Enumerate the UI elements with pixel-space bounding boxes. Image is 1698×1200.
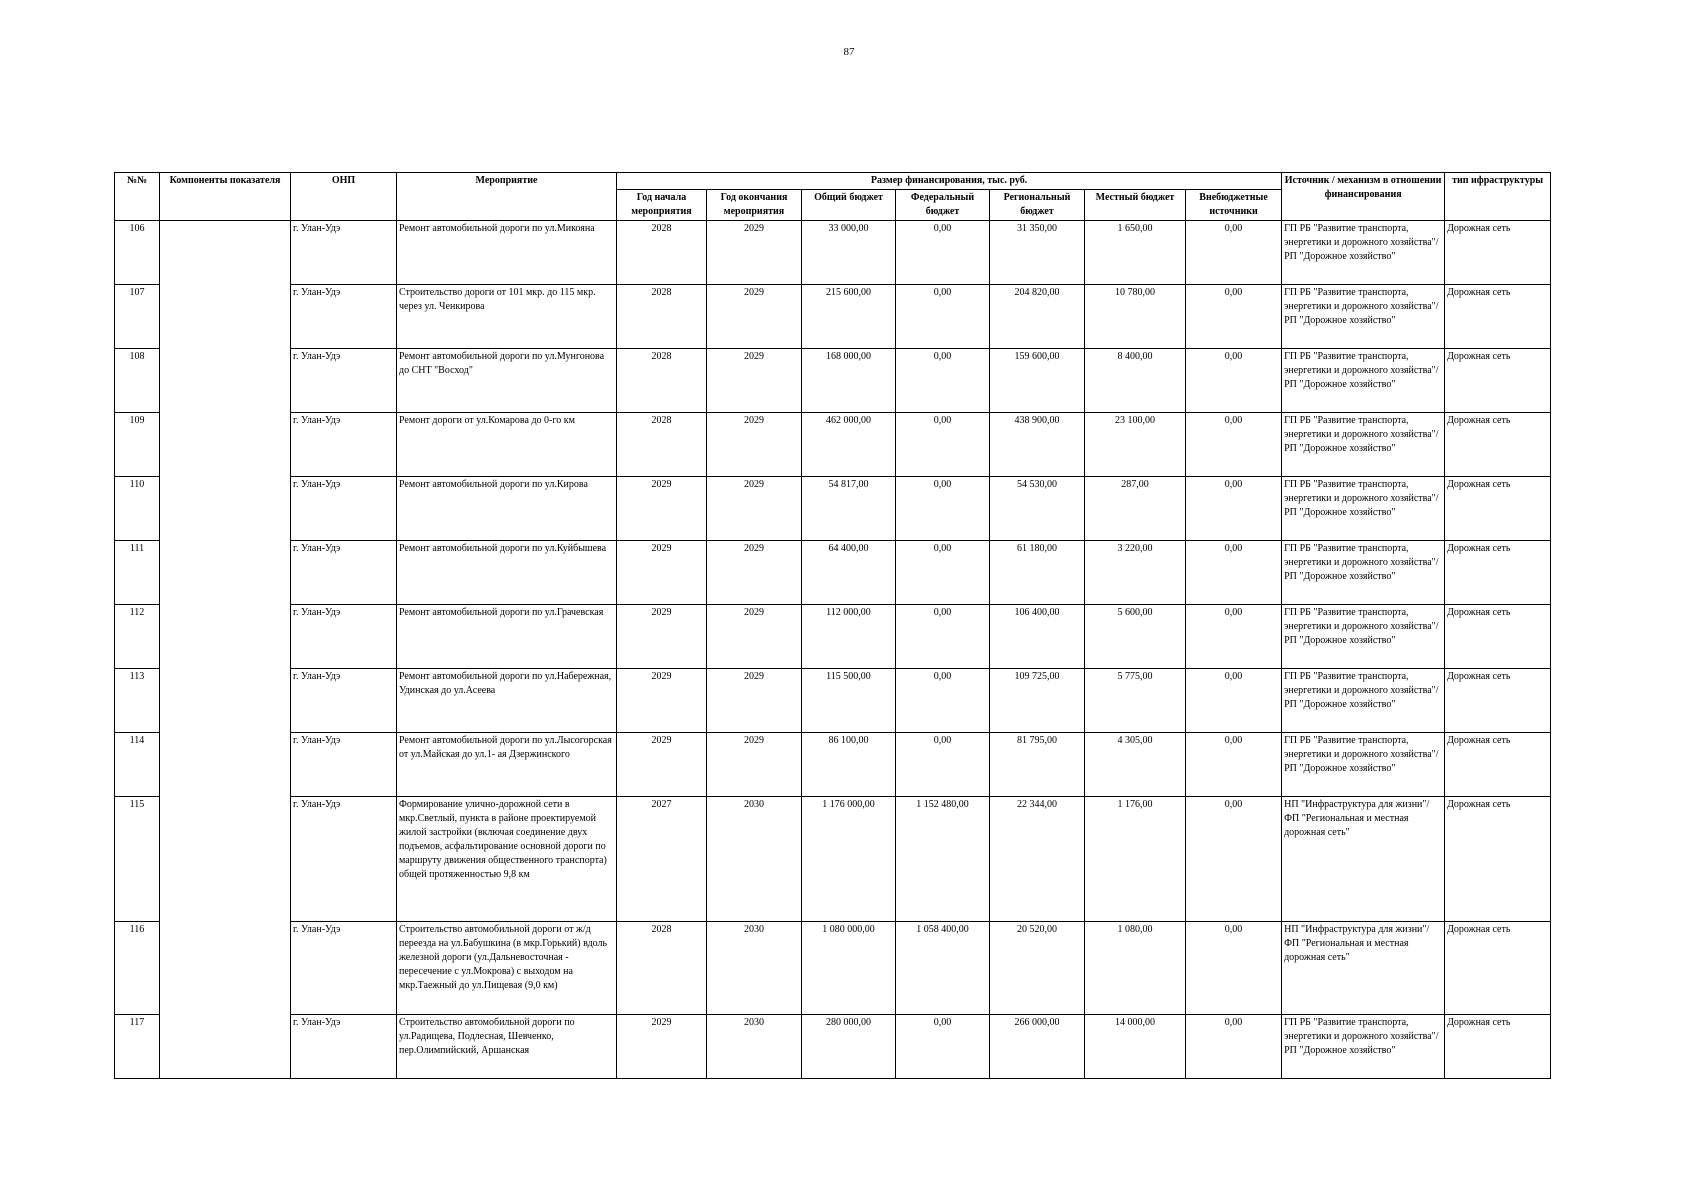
header-total: Общий бюджет bbox=[802, 190, 896, 221]
federal-budget-cell: 0,00 bbox=[896, 349, 990, 413]
year-start-cell: 2028 bbox=[617, 922, 707, 1015]
infra-type-cell: Дорожная сеть bbox=[1445, 477, 1551, 541]
header-federal: Федеральный бюджет bbox=[896, 190, 990, 221]
year-end-cell: 2029 bbox=[707, 733, 802, 797]
onp-cell: г. Улан-Удэ bbox=[291, 605, 397, 669]
onp-cell: г. Улан-Удэ bbox=[291, 413, 397, 477]
table-row bbox=[115, 221, 1551, 285]
total-budget-cell: 112 000,00 bbox=[802, 605, 896, 669]
federal-budget-cell: 0,00 bbox=[896, 733, 990, 797]
onp-cell: г. Улан-Удэ bbox=[291, 349, 397, 413]
infra-type-cell: Дорожная сеть bbox=[1445, 349, 1551, 413]
infra-type-cell: Дорожная сеть bbox=[1445, 413, 1551, 477]
infra-type-cell: Дорожная сеть bbox=[1445, 797, 1551, 922]
regional-budget-cell: 31 350,00 bbox=[990, 221, 1085, 285]
total-budget-cell: 64 400,00 bbox=[802, 541, 896, 605]
total-budget-cell: 215 600,00 bbox=[802, 285, 896, 349]
federal-budget-cell: 1 058 400,00 bbox=[896, 922, 990, 1015]
event-cell: Формирование улично-дорожной сети в мкр.Светлый, пункта в районе проектируемой жилой застройки (включая соединение двух подъемов, асфальтирование основной дороги по маршруту движения общественного транспорта) общей протяженностью 9,8 км bbox=[397, 797, 617, 922]
header-local: Местный бюджет bbox=[1085, 190, 1186, 221]
offbudget-cell: 0,00 bbox=[1186, 221, 1282, 285]
header-event: Мероприятие bbox=[397, 173, 617, 221]
financing-table bbox=[114, 172, 1551, 1079]
source-cell: ГП РБ "Развитие транспорта, энергетики и дорожного хозяйства"/РП "Дорожное хозяйство" bbox=[1282, 221, 1445, 285]
local-budget-cell: 10 780,00 bbox=[1085, 285, 1186, 349]
total-budget-cell: 115 500,00 bbox=[802, 669, 896, 733]
row-number: 115 bbox=[115, 797, 160, 922]
event-cell: Строительство автомобильной дороги от ж/д переезда на ул.Бабушкина (в мкр.Горький) вдоль железной дороги (ул.Дальневосточная - пересечение с ул.Мокрова) с выходом на мкр.Таежный до ул.Пищевая (9,0 км) bbox=[397, 922, 617, 1015]
offbudget-cell: 0,00 bbox=[1186, 922, 1282, 1015]
header-num: №№ bbox=[115, 173, 160, 221]
offbudget-cell: 0,00 bbox=[1186, 1015, 1282, 1079]
year-start-cell: 2029 bbox=[617, 605, 707, 669]
offbudget-cell: 0,00 bbox=[1186, 477, 1282, 541]
source-cell: НП "Инфраструктура для жизни"/ФП "Региональная и местная дорожная сеть" bbox=[1282, 922, 1445, 1015]
header-year-end: Год окончания мероприятия bbox=[707, 190, 802, 221]
source-cell: ГП РБ "Развитие транспорта, энергетики и дорожного хозяйства"/РП "Дорожное хозяйство" bbox=[1282, 413, 1445, 477]
local-budget-cell: 1 650,00 bbox=[1085, 221, 1186, 285]
event-cell: Ремонт автомобильной дороги по ул.Кирова bbox=[397, 477, 617, 541]
source-cell: ГП РБ "Развитие транспорта, энергетики и дорожного хозяйства"/РП "Дорожное хозяйство" bbox=[1282, 477, 1445, 541]
offbudget-cell: 0,00 bbox=[1186, 669, 1282, 733]
regional-budget-cell: 54 530,00 bbox=[990, 477, 1085, 541]
table-row bbox=[115, 413, 1551, 477]
year-end-cell: 2030 bbox=[707, 797, 802, 922]
row-number: 117 bbox=[115, 1015, 160, 1079]
total-budget-cell: 33 000,00 bbox=[802, 221, 896, 285]
header-infra: тип ифраструктуры bbox=[1445, 173, 1551, 221]
row-number: 108 bbox=[115, 349, 160, 413]
regional-budget-cell: 81 795,00 bbox=[990, 733, 1085, 797]
regional-budget-cell: 204 820,00 bbox=[990, 285, 1085, 349]
local-budget-cell: 14 000,00 bbox=[1085, 1015, 1186, 1079]
event-cell: Ремонт дороги от ул.Комарова до 0-го км bbox=[397, 413, 617, 477]
row-number: 109 bbox=[115, 413, 160, 477]
row-number: 106 bbox=[115, 221, 160, 285]
header-row bbox=[115, 173, 1551, 190]
local-budget-cell: 1 176,00 bbox=[1085, 797, 1186, 922]
event-cell: Ремонт автомобильной дороги по ул.Лысогорская от ул.Майская до ул.1- ая Дзержинского bbox=[397, 733, 617, 797]
total-budget-cell: 462 000,00 bbox=[802, 413, 896, 477]
total-budget-cell: 280 000,00 bbox=[802, 1015, 896, 1079]
year-end-cell: 2030 bbox=[707, 922, 802, 1015]
table-row bbox=[115, 669, 1551, 733]
header-year-start: Год начала мероприятия bbox=[617, 190, 707, 221]
source-cell: ГП РБ "Развитие транспорта, энергетики и дорожного хозяйства"/РП "Дорожное хозяйство" bbox=[1282, 1015, 1445, 1079]
source-cell: ГП РБ "Развитие транспорта, энергетики и дорожного хозяйства"/РП "Дорожное хозяйство" bbox=[1282, 349, 1445, 413]
onp-cell: г. Улан-Удэ bbox=[291, 221, 397, 285]
table-row bbox=[115, 797, 1551, 922]
year-start-cell: 2029 bbox=[617, 669, 707, 733]
federal-budget-cell: 0,00 bbox=[896, 1015, 990, 1079]
row-number: 111 bbox=[115, 541, 160, 605]
onp-cell: г. Улан-Удэ bbox=[291, 1015, 397, 1079]
onp-cell: г. Улан-Удэ bbox=[291, 922, 397, 1015]
year-start-cell: 2029 bbox=[617, 477, 707, 541]
onp-cell: г. Улан-Удэ bbox=[291, 541, 397, 605]
federal-budget-cell: 0,00 bbox=[896, 413, 990, 477]
year-end-cell: 2029 bbox=[707, 669, 802, 733]
regional-budget-cell: 438 900,00 bbox=[990, 413, 1085, 477]
row-number: 113 bbox=[115, 669, 160, 733]
infra-type-cell: Дорожная сеть bbox=[1445, 922, 1551, 1015]
year-start-cell: 2028 bbox=[617, 349, 707, 413]
year-start-cell: 2029 bbox=[617, 541, 707, 605]
local-budget-cell: 287,00 bbox=[1085, 477, 1186, 541]
event-cell: Ремонт автомобильной дороги по ул.Мунгонова до СНТ "Восход" bbox=[397, 349, 617, 413]
year-end-cell: 2029 bbox=[707, 605, 802, 669]
component-cell bbox=[160, 221, 291, 1079]
page-number: 87 bbox=[843, 46, 855, 58]
year-end-cell: 2030 bbox=[707, 1015, 802, 1079]
local-budget-cell: 8 400,00 bbox=[1085, 349, 1186, 413]
offbudget-cell: 0,00 bbox=[1186, 733, 1282, 797]
offbudget-cell: 0,00 bbox=[1186, 605, 1282, 669]
onp-cell: г. Улан-Удэ bbox=[291, 733, 397, 797]
row-number: 116 bbox=[115, 922, 160, 1015]
table-row bbox=[115, 1015, 1551, 1079]
year-end-cell: 2029 bbox=[707, 541, 802, 605]
onp-cell: г. Улан-Удэ bbox=[291, 797, 397, 922]
total-budget-cell: 54 817,00 bbox=[802, 477, 896, 541]
onp-cell: г. Улан-Удэ bbox=[291, 285, 397, 349]
local-budget-cell: 4 305,00 bbox=[1085, 733, 1186, 797]
row-number: 114 bbox=[115, 733, 160, 797]
header-offbudget: Внебюджетные источники bbox=[1186, 190, 1282, 221]
offbudget-cell: 0,00 bbox=[1186, 413, 1282, 477]
infra-type-cell: Дорожная сеть bbox=[1445, 733, 1551, 797]
row-number: 110 bbox=[115, 477, 160, 541]
infra-type-cell: Дорожная сеть bbox=[1445, 669, 1551, 733]
header-regional: Региональный бюджет bbox=[990, 190, 1085, 221]
federal-budget-cell: 0,00 bbox=[896, 541, 990, 605]
total-budget-cell: 1 176 000,00 bbox=[802, 797, 896, 922]
header-financing: Размер финансирования, тыс. руб. bbox=[617, 173, 1282, 190]
year-end-cell: 2029 bbox=[707, 285, 802, 349]
local-budget-cell: 5 775,00 bbox=[1085, 669, 1186, 733]
federal-budget-cell: 0,00 bbox=[896, 221, 990, 285]
event-cell: Ремонт автомобильной дороги по ул.Куйбышева bbox=[397, 541, 617, 605]
offbudget-cell: 0,00 bbox=[1186, 797, 1282, 922]
federal-budget-cell: 1 152 480,00 bbox=[896, 797, 990, 922]
source-cell: ГП РБ "Развитие транспорта, энергетики и дорожного хозяйства"/РП "Дорожное хозяйство" bbox=[1282, 733, 1445, 797]
event-cell: Строительство автомобильной дороги по ул.Радищева, Подлесная, Шевченко, пер.Олимпийский, Аршанская bbox=[397, 1015, 617, 1079]
year-end-cell: 2029 bbox=[707, 349, 802, 413]
year-end-cell: 2029 bbox=[707, 413, 802, 477]
regional-budget-cell: 20 520,00 bbox=[990, 922, 1085, 1015]
row-number: 112 bbox=[115, 605, 160, 669]
table-row bbox=[115, 922, 1551, 1015]
local-budget-cell: 23 100,00 bbox=[1085, 413, 1186, 477]
federal-budget-cell: 0,00 bbox=[896, 605, 990, 669]
event-cell: Ремонт автомобильной дороги по ул.Набережная, Удинская до ул.Асеева bbox=[397, 669, 617, 733]
regional-budget-cell: 106 400,00 bbox=[990, 605, 1085, 669]
total-budget-cell: 168 000,00 bbox=[802, 349, 896, 413]
table-row bbox=[115, 605, 1551, 669]
regional-budget-cell: 61 180,00 bbox=[990, 541, 1085, 605]
local-budget-cell: 3 220,00 bbox=[1085, 541, 1186, 605]
table-row bbox=[115, 349, 1551, 413]
year-start-cell: 2029 bbox=[617, 733, 707, 797]
onp-cell: г. Улан-Удэ bbox=[291, 477, 397, 541]
federal-budget-cell: 0,00 bbox=[896, 285, 990, 349]
federal-budget-cell: 0,00 bbox=[896, 669, 990, 733]
header-component: Компоненты показателя bbox=[160, 173, 291, 221]
header-onp: ОНП bbox=[291, 173, 397, 221]
year-end-cell: 2029 bbox=[707, 221, 802, 285]
infra-type-cell: Дорожная сеть bbox=[1445, 605, 1551, 669]
regional-budget-cell: 109 725,00 bbox=[990, 669, 1085, 733]
infra-type-cell: Дорожная сеть bbox=[1445, 221, 1551, 285]
event-cell: Строительство дороги от 101 мкр. до 115 мкр. через ул. Ченкирова bbox=[397, 285, 617, 349]
event-cell: Ремонт автомобильной дороги по ул.Микояна bbox=[397, 221, 617, 285]
source-cell: ГП РБ "Развитие транспорта, энергетики и дорожного хозяйства"/РП "Дорожное хозяйство" bbox=[1282, 285, 1445, 349]
source-cell: ГП РБ "Развитие транспорта, энергетики и дорожного хозяйства"/РП "Дорожное хозяйство" bbox=[1282, 605, 1445, 669]
source-cell: ГП РБ "Развитие транспорта, энергетики и дорожного хозяйства"/РП "Дорожное хозяйство" bbox=[1282, 541, 1445, 605]
federal-budget-cell: 0,00 bbox=[896, 477, 990, 541]
total-budget-cell: 86 100,00 bbox=[802, 733, 896, 797]
infra-type-cell: Дорожная сеть bbox=[1445, 1015, 1551, 1079]
regional-budget-cell: 22 344,00 bbox=[990, 797, 1085, 922]
local-budget-cell: 5 600,00 bbox=[1085, 605, 1186, 669]
table-row bbox=[115, 285, 1551, 349]
year-end-cell: 2029 bbox=[707, 477, 802, 541]
table-row bbox=[115, 477, 1551, 541]
regional-budget-cell: 266 000,00 bbox=[990, 1015, 1085, 1079]
total-budget-cell: 1 080 000,00 bbox=[802, 922, 896, 1015]
year-start-cell: 2028 bbox=[617, 285, 707, 349]
year-start-cell: 2028 bbox=[617, 413, 707, 477]
offbudget-cell: 0,00 bbox=[1186, 541, 1282, 605]
regional-budget-cell: 159 600,00 bbox=[990, 349, 1085, 413]
year-start-cell: 2028 bbox=[617, 221, 707, 285]
offbudget-cell: 0,00 bbox=[1186, 349, 1282, 413]
year-start-cell: 2027 bbox=[617, 797, 707, 922]
infra-type-cell: Дорожная сеть bbox=[1445, 285, 1551, 349]
event-cell: Ремонт автомобильной дороги по ул.Грачевская bbox=[397, 605, 617, 669]
table-row bbox=[115, 733, 1551, 797]
source-cell: НП "Инфраструктура для жизни"/ФП "Региональная и местная дорожная сеть" bbox=[1282, 797, 1445, 922]
table-row bbox=[115, 541, 1551, 605]
local-budget-cell: 1 080,00 bbox=[1085, 922, 1186, 1015]
offbudget-cell: 0,00 bbox=[1186, 285, 1282, 349]
infra-type-cell: Дорожная сеть bbox=[1445, 541, 1551, 605]
header-source: Источник / механизм в отношении финансирования bbox=[1282, 173, 1445, 221]
onp-cell: г. Улан-Удэ bbox=[291, 669, 397, 733]
row-number: 107 bbox=[115, 285, 160, 349]
year-start-cell: 2029 bbox=[617, 1015, 707, 1079]
source-cell: ГП РБ "Развитие транспорта, энергетики и дорожного хозяйства"/РП "Дорожное хозяйство" bbox=[1282, 669, 1445, 733]
